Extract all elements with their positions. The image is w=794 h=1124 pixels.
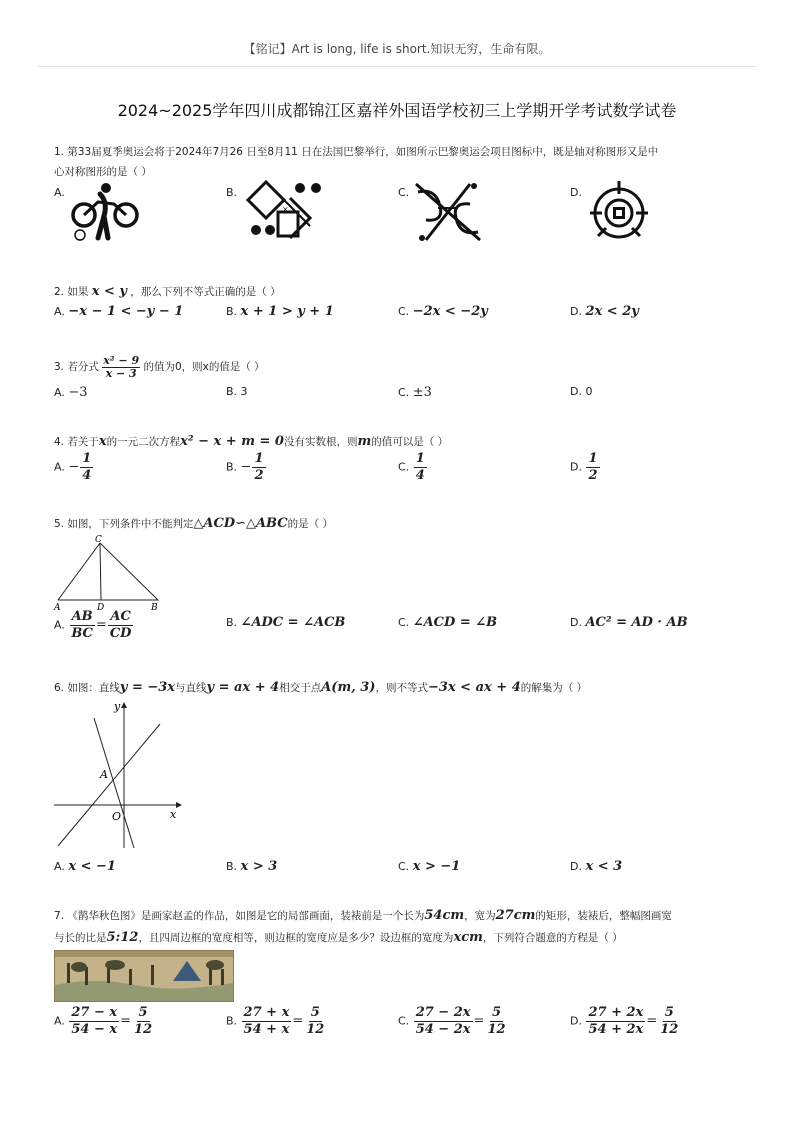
q4-var-x: x [98, 434, 107, 449]
q3-option-d: D. 0 [570, 385, 593, 398]
q4-equation: x² − x + m = 0 [180, 434, 284, 449]
q5-stem-post: 的是（ ） [287, 518, 333, 530]
q6-line2: y = ax + 4 [206, 680, 280, 695]
q2-stem-post: ，那么下列不等式正确的是（ ） [130, 286, 281, 298]
q6-stem [54, 678, 587, 698]
q5-stem [54, 514, 333, 534]
q7-unit: xcm [453, 930, 483, 945]
q7-option-d: D. $\frac{27 + 2x}{54 + 2x}$ = $\frac{5}{12}$ [570, 1005, 679, 1037]
q6-stem-post: 的解集为（ ） [520, 682, 588, 694]
q6-stem-mid: 与直线 [175, 682, 207, 694]
q5-expression: △ACD∽△ABC [193, 516, 288, 531]
shooting-target-pictogram-icon [586, 180, 652, 246]
q5-option-c: C. ∠ACD = ∠B [398, 615, 498, 630]
header-divider [38, 66, 756, 67]
q4-stem [54, 432, 448, 452]
q5-stem-pre: 5. 如图，下列条件中不能判定 [54, 518, 194, 530]
q7-line1-post: 的矩形，装裱后，整幅图画宽 [535, 910, 672, 922]
q6-graph-figure [50, 698, 184, 850]
q1-option-b-label: B. [226, 186, 238, 199]
fencing-pictogram-icon [410, 178, 486, 246]
q1-option-a-label: A. [54, 186, 65, 199]
q6-label-o: O [112, 810, 122, 823]
q7-option-a: A. $\frac{27 - x}{54 - x}$ = $\frac{5}{12}$ [54, 1005, 153, 1037]
q6-inequality: −3x < ax + 4 [427, 680, 521, 695]
q5-label-a: A [54, 603, 61, 613]
q3-fraction-denominator: x − 3 [105, 366, 137, 380]
q7-length: 54cm [424, 908, 465, 923]
q2-option-a: A. −x − 1 < −y − 1 [54, 304, 184, 319]
svg-text:×: × [282, 205, 289, 214]
q5-label-b: B [151, 603, 158, 613]
q6-stem-pre: 6. 如图：直线 [54, 682, 120, 694]
q6-stem-mid2: 相交于点 [279, 682, 322, 694]
q2-stem-pre: 2. 如果 [54, 286, 89, 298]
q4-stem-post: 的值可以是（ ） [371, 436, 449, 448]
q6-label-y: y [114, 700, 121, 713]
q5-option-d: D. AC² = AD · AB [570, 615, 688, 630]
q6-option-c: C. x > −1 [398, 859, 461, 874]
q4-option-c: C. $\frac{1}{4}$ [398, 451, 425, 483]
q3-stem [54, 350, 265, 384]
q7-line1-mid: ，宽为 [464, 910, 496, 922]
q6-point: A(m, 3) [321, 680, 376, 695]
q1-option-c-label: C. [398, 186, 410, 199]
q6-line1: y = −3x [119, 680, 176, 695]
q3-fraction [102, 355, 140, 380]
q3-fraction-numerator: x² − 9 [103, 353, 140, 367]
q7-line2-post: ，下列符合题意的方程是（ ） [482, 932, 623, 944]
q6-label-a: A [100, 768, 108, 781]
cycling-pictogram-icon [68, 180, 144, 246]
q3-stem-pre: 3. 若分式 [54, 361, 99, 373]
q4-var-m: m [357, 434, 372, 449]
q5-option-b: B. ∠ADC = ∠ACB [226, 615, 346, 630]
q6-stem-mid3: ，则不等式 [375, 682, 428, 694]
q7-line2-pre: 与长的比是 [54, 932, 107, 944]
q7-stem-line2 [54, 928, 623, 948]
q4-option-a: A. − $\frac{1}{4}$ [54, 451, 92, 483]
q7-option-c: C. $\frac{27 - 2x}{54 - 2x}$ = $\frac{5}{12}$ [398, 1005, 506, 1037]
q5-option-a: A. $\frac{AB}{BC}$ = $\frac{AC}{CD}$ [54, 609, 132, 641]
q3-option-a: A. −3 [54, 385, 88, 400]
q2-option-c: C. −2x < −2y [398, 304, 488, 319]
q7-stem-line1 [54, 906, 672, 926]
exam-title: 2024~2025学年四川成都锦江区嘉祥外国语学校初三上学期开学考试数学试卷 [117, 101, 677, 120]
q1-stem-line2: 心对称图形的是（ ） [54, 166, 152, 178]
q2-option-d: D. 2x < 2y [570, 304, 639, 319]
q4-stem-pre: 4. 若关于 [54, 436, 99, 448]
q7-line2-mid: ，且四周边框的宽度相等，则边框的宽度应是多少？设边框的宽度为 [138, 932, 454, 944]
q3-stem-post: 的值为0，则x的值是（ ） [143, 361, 265, 373]
q7-ratio: 5:12 [106, 930, 139, 945]
q4-stem-mid: 的一元二次方程 [106, 436, 181, 448]
q1-stem-line1: 1. 第33届夏季奥运会将于2024年7月26 日至8月11 日在法国巴黎举行，如图所示巴黎奥运会项目图标中，既是轴对称图形又是中 [54, 146, 659, 158]
q7-option-b: B. $\frac{27 + x}{54 + x}$ = $\frac{5}{12}$ [226, 1005, 325, 1037]
q5-label-c: C [95, 535, 102, 545]
skateboard-pictogram-icon [244, 178, 324, 242]
q6-option-d: D. x < 3 [570, 859, 623, 874]
q7-width: 27cm [495, 908, 536, 923]
q7-painting-image [54, 950, 234, 1002]
q1-option-d-label: D. [570, 186, 582, 199]
q3-option-c: C. ±3 [398, 385, 432, 400]
page-motto: 【铭记】Art is long, life is short.知识无穷，生命有限。 [243, 42, 551, 56]
q4-option-d: D. $\frac{1}{2}$ [570, 451, 598, 483]
q5-label-d: D [97, 603, 105, 613]
q2-option-b: B. x + 1 > y + 1 [226, 304, 334, 319]
q4-stem-mid2: 没有实数根，则 [283, 436, 358, 448]
q2-condition: x < y [91, 284, 127, 299]
q6-label-x: x [170, 808, 177, 821]
q4-option-b: B. − $\frac{1}{2}$ [226, 451, 264, 483]
q3-option-b: B. 3 [226, 385, 248, 398]
q6-option-b: B. x > 3 [226, 859, 278, 874]
q2-stem [54, 282, 281, 302]
q7-line1-pre: 7. 《鹊华秋色图》是画家赵孟的作品，如图是它的局部画面，装裱前是一个长为 [54, 910, 425, 922]
q6-option-a: A. x < −1 [54, 859, 116, 874]
q5-triangle-figure [50, 534, 168, 614]
